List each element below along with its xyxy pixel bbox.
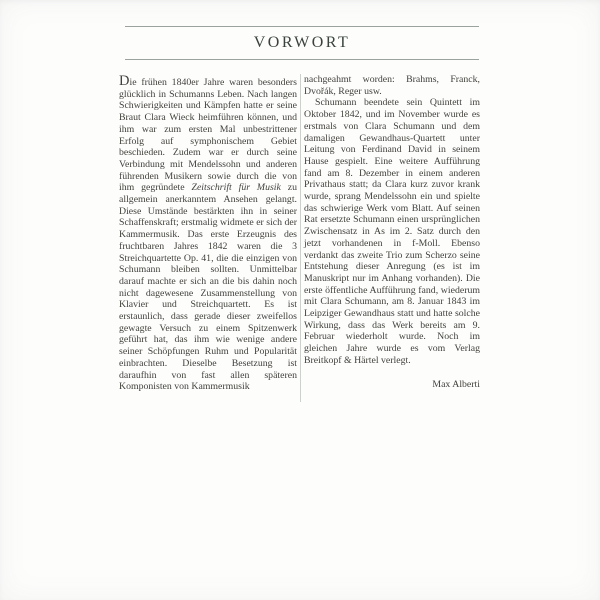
right-column <box>304 74 480 390</box>
paragraph-2: Schumann beendete sein Quintett im Oktober 1842, und im November wurde es erstmals von Clara Schumann und dem damaligen Gewandhaus-Quartett unter Leitung von Ferdinand David in seinem Hause gespielt. Eine weitere Aufführung fand am 8. Dezember in einem anderen Privathaus statt; da Clara kurz zuvor krank wurde, sprang Mendelssohn ein und spielte das schwierige Werk vom Blatt. Auf seinen Rat ersetzte Schumann einen ursprünglichen Zwischensatz in As im 2. Satz durch den jetzt vorhandenen in f-Moll. Ebenso verdankt das zweite Trio zum Scherzo seine Entstehung dieser Anregung (es ist im Manuskript nur im Anhang vorhanden). Die erste öffentliche Aufführung fand, wiederum mit Clara Schumann, am 8. Januar 1843 im Leipziger Gewandhaus statt und hatte solche Wirkung, dass das Werk bereits am 9. Februar wiederholt wurde. Noch im gleichen Jahre wurde es vom Verlag Breitkopf & Härtel verlegt. <box>304 97 480 366</box>
column-divider <box>300 74 301 402</box>
paragraph-1-left <box>119 74 297 393</box>
paragraph-1-text-post: zu allgemein anerkanntem Ansehen gelangt. Diese Umstände bestärkten ihn in seiner Schaffenskraft; erstmalig widmete er sich der Kammermusik. Das erste Erzeugnis des fruchtbaren Jahres 1842 waren die 3 Streichquartette Op. 41, die die einzigen von Schumann bleiben sollten. Unmittelbar darauf machte er sich an die bis dahin noch nicht dagewesene Zusammenstellung von Klavier und Streichquartett. Es ist erstaunlich, dass gerade dieser zweifellos gewagte Versuch zu einem Spitzenwerk geführt hat, das ihm wie wenige andere seiner Schöpfungen Ruhm und Popularität einbrachten. Dieselbe Besetzung ist daraufhin von fast allen späteren Komponisten von Kammermusik <box>119 182 298 393</box>
preface-header <box>125 0 479 60</box>
drop-cap-initial: D <box>119 73 130 89</box>
bottom-rule <box>125 59 479 60</box>
top-rule <box>125 26 479 27</box>
journal-title-italic: Zeitschrift für Musik <box>191 182 281 194</box>
paragraph-1-continuation: nachgeahmt worden: Brahms, Franck, Dvořák, Reger usw. <box>304 74 480 97</box>
author-signature: Max Alberti <box>432 378 480 390</box>
page-title: VORWORT <box>253 34 351 51</box>
left-column <box>119 74 297 393</box>
paragraph-1-text-pre: ie frühen 1840er Jahre waren besonders glücklich in Schumanns Leben. Nach langen Schwierigkeiten und Kämpfen hatte er seine Braut Clara Wieck heimführen können, und ihm war zum ersten Mal unbestrittener Erfolg auf symphonischem Gebiet beschieden. Zudem war er durch seine Verbindung mit Mendelssohn und anderen führenden Musikern sowie durch die von ihm gegründete <box>119 77 297 194</box>
text-columns <box>119 74 481 402</box>
